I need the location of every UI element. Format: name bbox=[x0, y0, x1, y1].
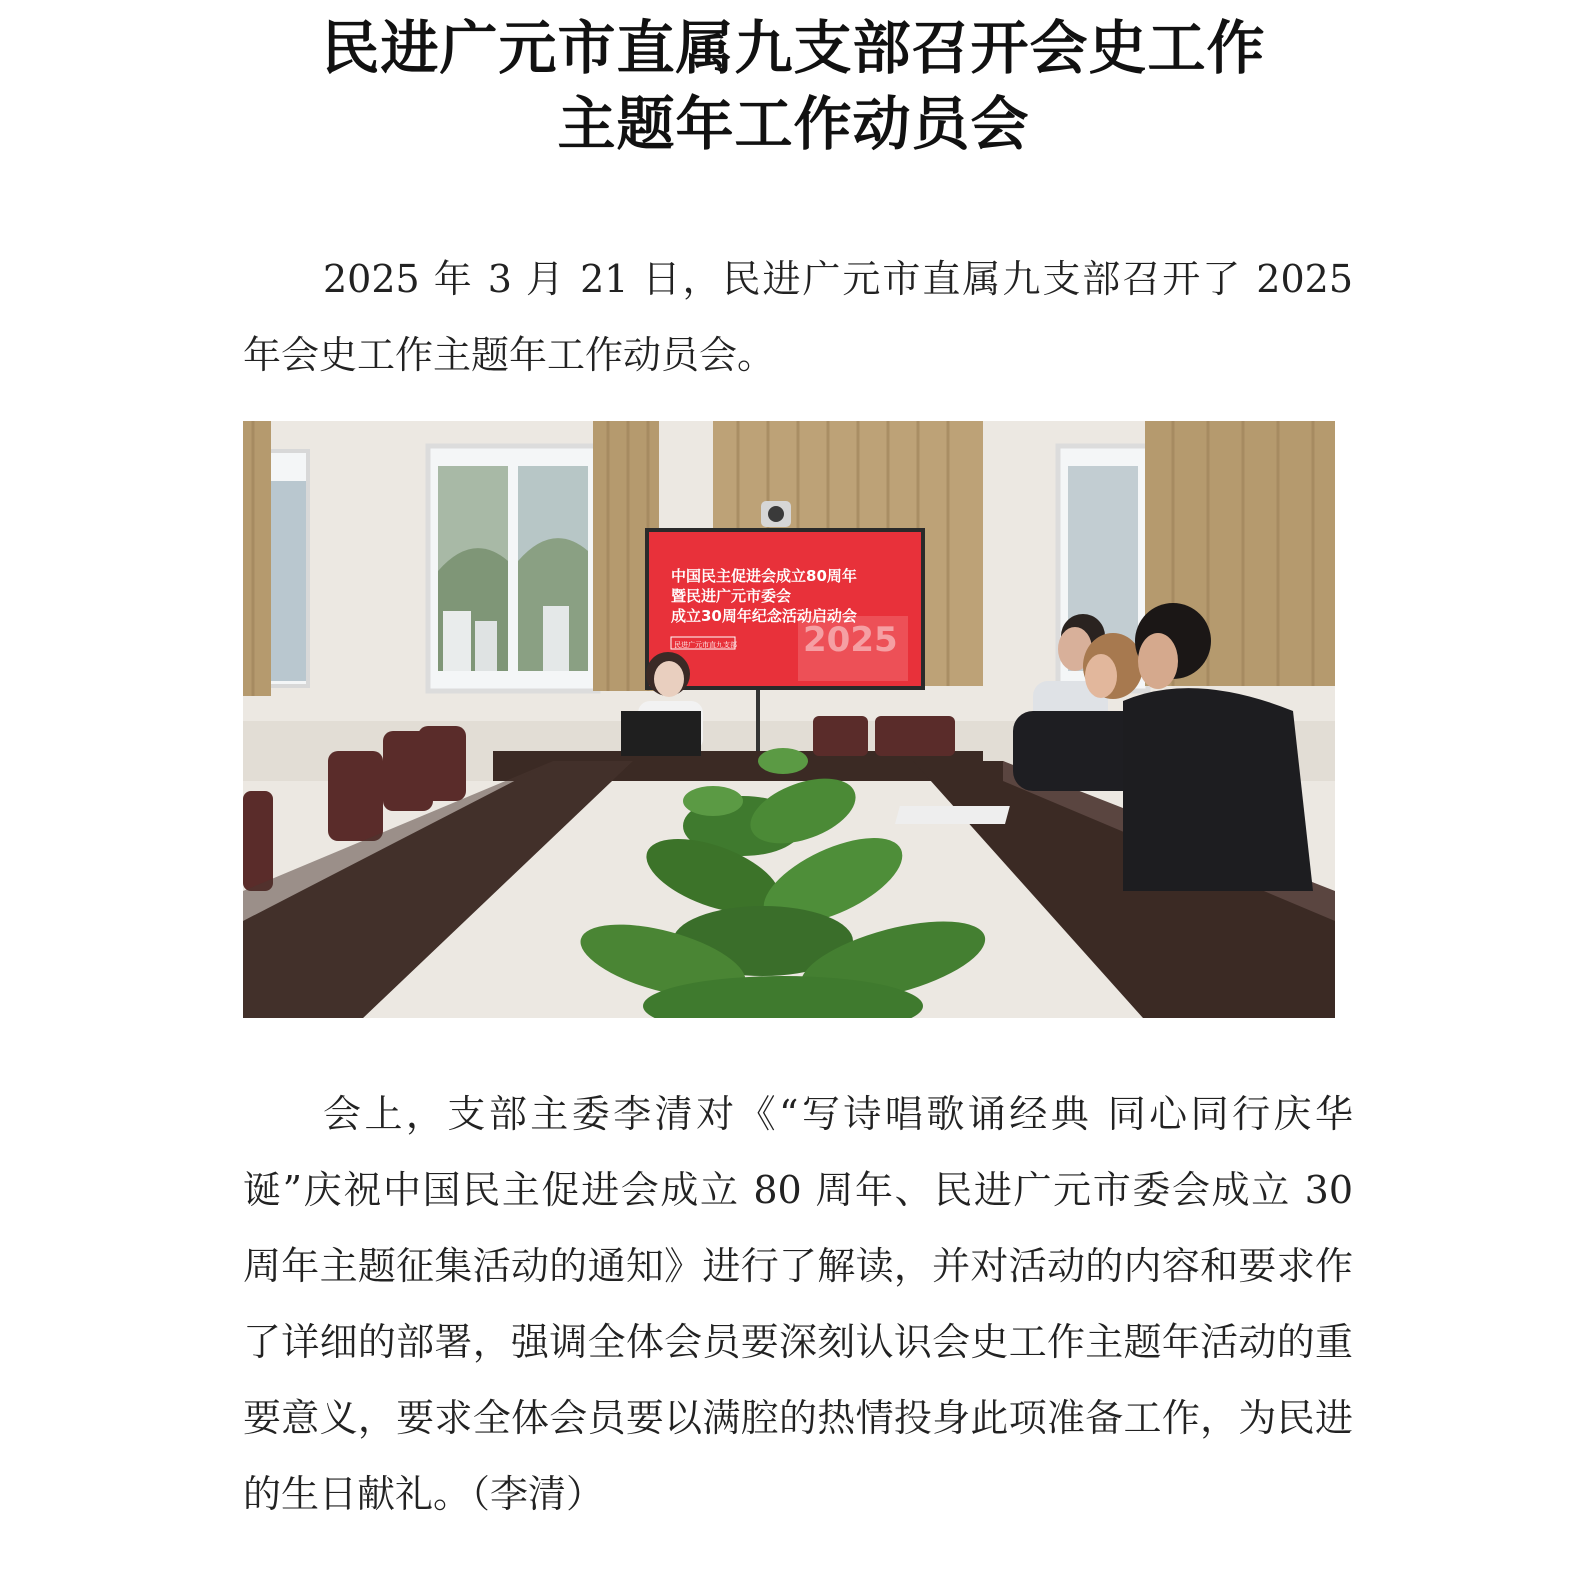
screen-line-1: 中国民主促进会成立80周年 bbox=[671, 567, 857, 585]
screen-line-3: 成立30周年纪念活动启动会 bbox=[671, 607, 857, 625]
article-paragraph-body: 会上，支部主委李清对《“写诗唱歌诵经典 同心同行庆华诞”庆祝中国民主促进会成立 80 周年、民进广元市委会成立 30 周年主题征集活动的通知》进行了解读，并对活动的内容和要求作了详细的部署，强调全体会员要深刻认识会史工作主题年活动的重要意义，要求全体会员要以满腔的热情投身此项准备工作，为民进的生日献礼。（李清） bbox=[243, 1092, 1353, 1516]
article-paragraph-intro: 2025 年 3 月 21 日，民进广元市直属九支部召开了 2025 年会史工作主题年工作动员会。 bbox=[243, 257, 1353, 377]
screen-year: 2025 bbox=[803, 620, 898, 660]
papers bbox=[895, 806, 1010, 824]
screen-line-2: 暨民进广元市委会 bbox=[671, 587, 792, 605]
window-center-left bbox=[428, 446, 598, 691]
article-title-line-2: 主题年工作动员会 bbox=[557, 90, 1030, 158]
meeting-photo-illustration bbox=[243, 421, 1335, 1018]
camera-icon bbox=[761, 501, 791, 527]
screen-tag: 民进广元市直九支部 bbox=[674, 641, 737, 649]
article-title-line-1: 民进广元市直属九支部召开会史工作 bbox=[321, 14, 1266, 82]
meeting-photo bbox=[243, 421, 1335, 1018]
